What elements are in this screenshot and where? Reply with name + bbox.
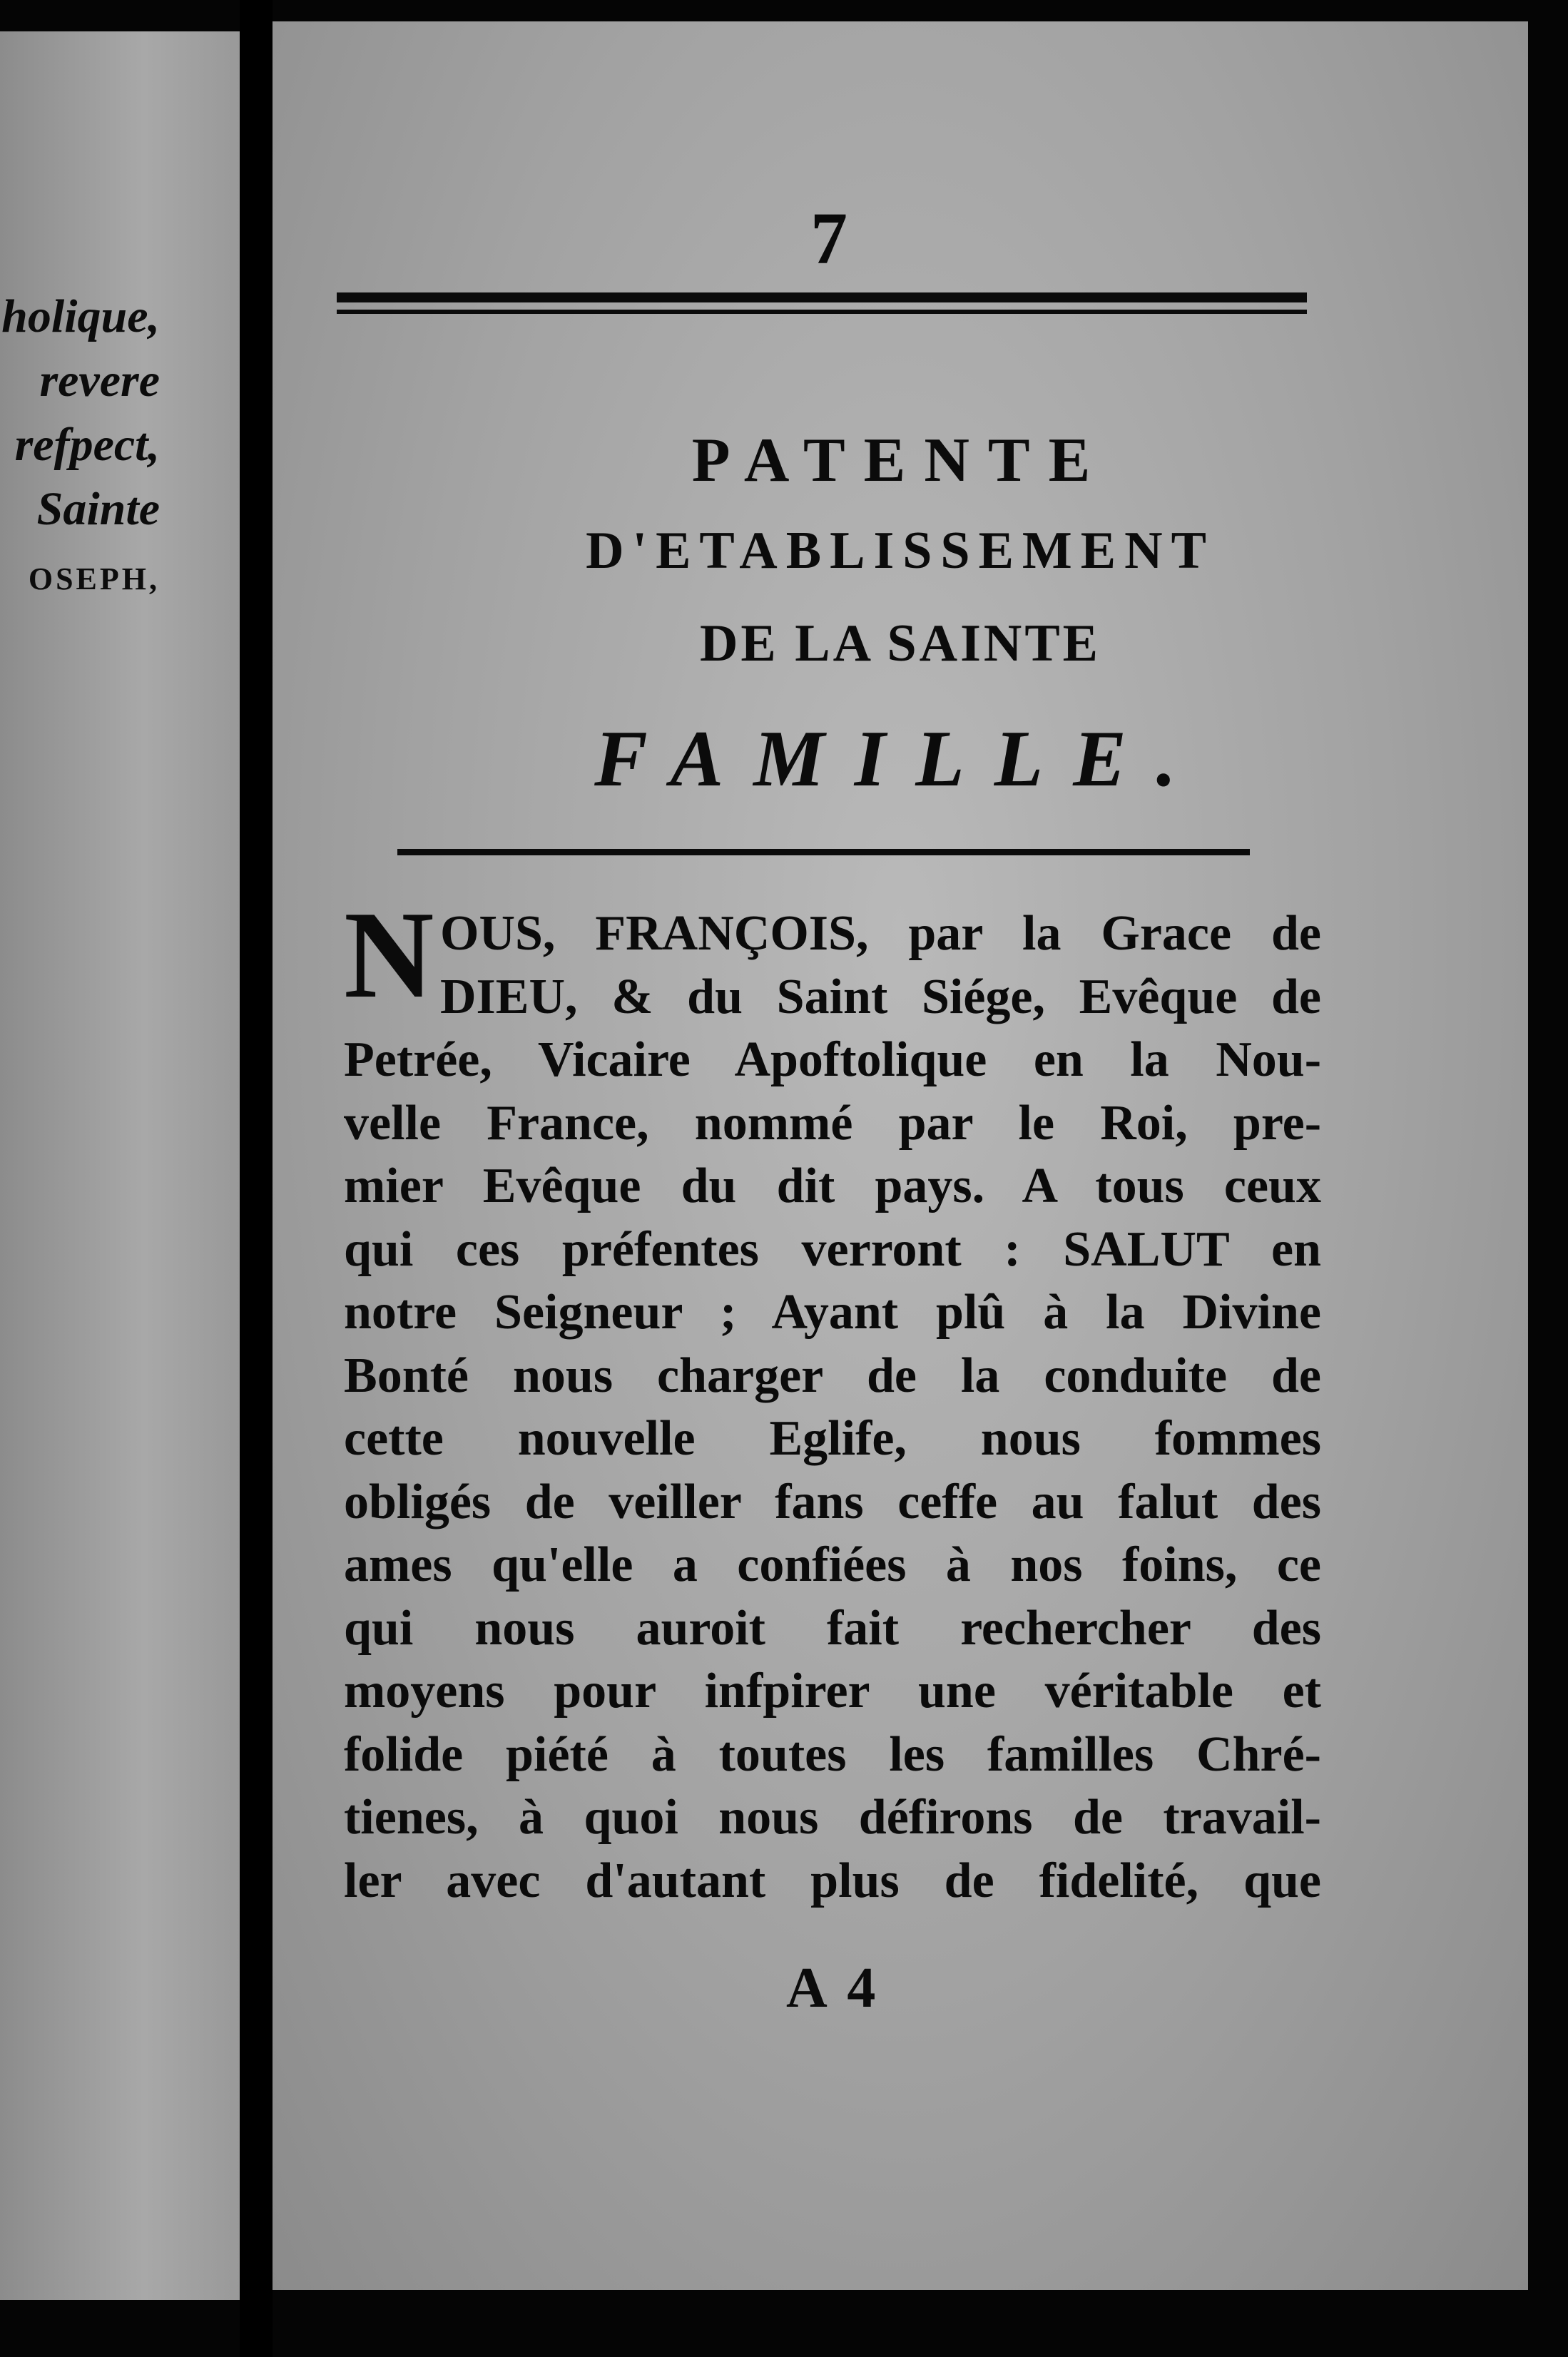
previous-page-line: revere	[39, 355, 160, 407]
previous-page-line: refpect,	[14, 419, 160, 471]
title-line-1: PATENTE	[691, 426, 1109, 495]
body-line: qui ces préfentes verront : SALUT en	[344, 1221, 1321, 1277]
drop-cap: N	[344, 885, 434, 1024]
body-line: folide piété à toutes les familles Chré-	[344, 1726, 1321, 1782]
body-line: DIEU, & du Saint Siége, Evêque de	[440, 969, 1321, 1024]
body-line: OUS, FRANÇOIS, par la Grace de	[440, 906, 1321, 961]
previous-page-line: Sainte	[36, 483, 160, 535]
binding-gutter	[240, 0, 273, 2357]
previous-page-line: OSEPH,	[28, 561, 160, 596]
body-line: notre Seigneur ; Ayant plû à la Divine	[344, 1285, 1321, 1340]
rule-thick	[337, 292, 1307, 302]
body-line: cette nouvelle Eglife, nous fommes	[344, 1411, 1321, 1466]
body-line: Bonté nous charger de la conduite de	[344, 1348, 1321, 1403]
document-page	[273, 21, 1528, 2290]
body-paragraph	[344, 902, 1321, 1913]
body-line: velle France, nommé par le Roi, pre-	[344, 1095, 1321, 1151]
title-line-4: FAMILLE.	[594, 715, 1206, 803]
body-line: ler avec d'autant plus de fidelité, que	[344, 1853, 1321, 1908]
body-line: qui nous auroit fait rechercher des	[344, 1600, 1321, 1656]
body-line: obligés de veiller fans ceffe au falut des	[344, 1474, 1321, 1529]
title-line-3: DE LA SAINTE	[699, 614, 1101, 673]
header-double-rule	[337, 292, 1307, 318]
body-line: mier Evêque du dit pays. A tous ceux	[344, 1159, 1321, 1213]
previous-page-line: holique,	[1, 290, 160, 342]
body-line: moyens pour infpirer une véritable et	[344, 1664, 1321, 1719]
body-line: tienes, à quoi nous défirons de travail-	[344, 1790, 1321, 1845]
body-line: ames qu'elle a confiées à nos foins, ce	[344, 1537, 1321, 1592]
title-line-2: D'ETABLISSEMENT	[586, 521, 1215, 580]
body-line: Petrée, Vicaire Apoftolique en la Nou-	[344, 1032, 1321, 1087]
signature-mark: A 4	[786, 1957, 880, 2020]
title-rule	[397, 849, 1250, 855]
previous-page-margin	[0, 31, 240, 2300]
page-number: 7	[810, 198, 847, 280]
rule-thin	[337, 310, 1307, 314]
